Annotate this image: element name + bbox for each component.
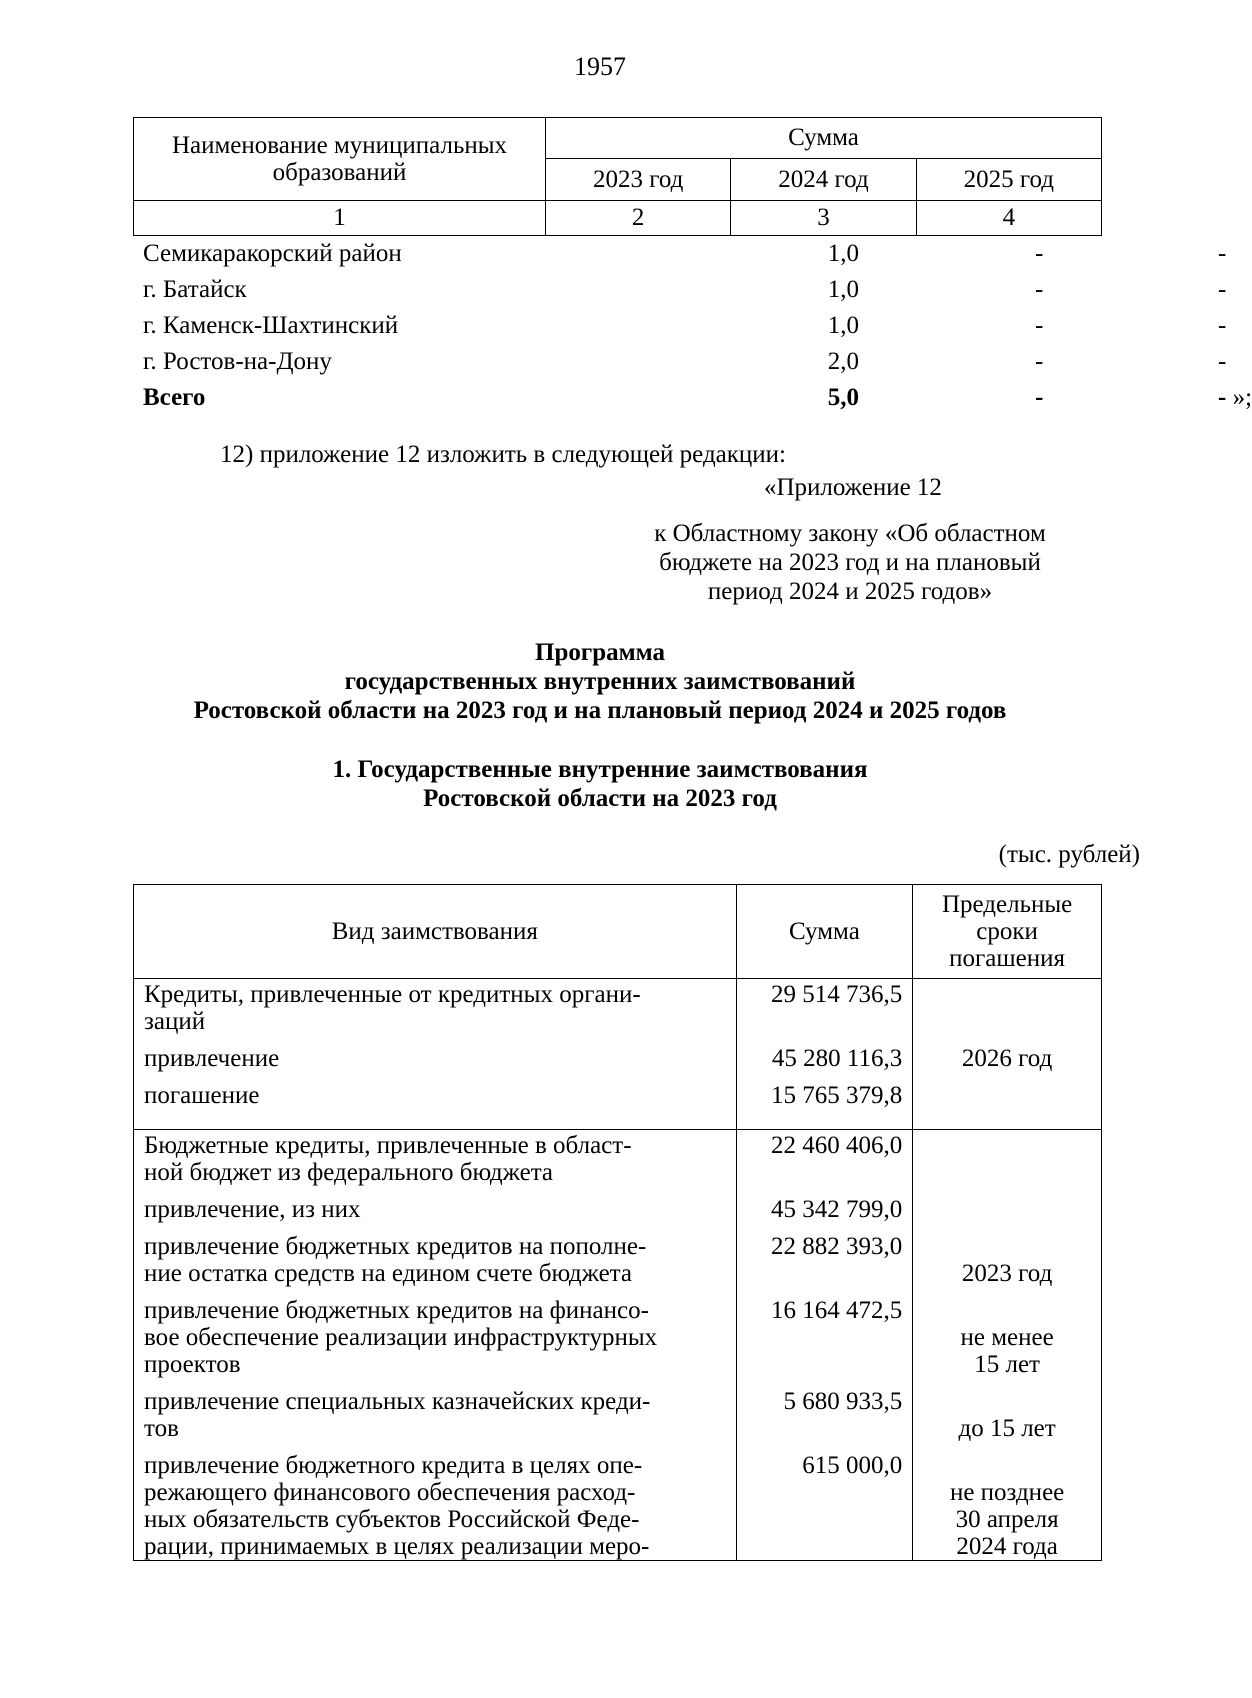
borrow-kind: Бюджетные кредиты, привлеченные в област- ной бюджет из федерального бюджета bbox=[144, 1132, 632, 1186]
borrow-kind: привлечение bbox=[144, 1045, 280, 1072]
col-number: 3 bbox=[731, 201, 916, 236]
term: 2026 год bbox=[961, 1045, 1053, 1072]
value-2023: 2,0 bbox=[827, 348, 859, 375]
value-2025: - bbox=[1218, 276, 1227, 303]
total-2024: - bbox=[1035, 384, 1044, 411]
table-row bbox=[143, 276, 1227, 312]
total-label: Всего bbox=[143, 384, 206, 411]
heading-line: государственных внутренних заимствований bbox=[344, 668, 856, 695]
col-header-name: Наименование муниципальных образований bbox=[134, 118, 546, 201]
borrowings-table bbox=[133, 884, 1102, 1561]
heading-line: Программа bbox=[535, 639, 665, 666]
amount: 15 765 379,8 bbox=[770, 1082, 903, 1109]
municipality-name: г. Батайск bbox=[143, 276, 247, 303]
borrow-kind: погашение bbox=[144, 1082, 260, 1109]
kind-cell bbox=[134, 1130, 737, 1561]
term: 2023 год bbox=[961, 1260, 1053, 1287]
amount: 29 514 736,5 bbox=[770, 981, 903, 1008]
amount: 22 882 393,0 bbox=[770, 1233, 903, 1260]
col-header-2025: 2025 год bbox=[916, 159, 1101, 201]
col-number: 1 bbox=[134, 201, 546, 236]
table-row-block2 bbox=[134, 1130, 1102, 1561]
kind-cell bbox=[134, 979, 737, 1130]
program-heading bbox=[0, 638, 1200, 725]
table-row-block1 bbox=[134, 979, 1102, 1130]
value-2023: 1,0 bbox=[827, 240, 859, 267]
amount-cell bbox=[736, 979, 913, 1130]
header-line: сроки bbox=[976, 918, 1038, 945]
closing-quote: »; bbox=[1226, 384, 1252, 411]
value-2024: - bbox=[1035, 348, 1044, 375]
value-2024: - bbox=[1035, 276, 1044, 303]
amendment-item-12: 12) приложение 12 изложить в следующей редакции: bbox=[220, 441, 786, 468]
col-header-kind: Вид заимствования bbox=[134, 885, 737, 979]
table-row bbox=[143, 348, 1227, 384]
section-heading bbox=[0, 755, 1200, 813]
borrow-kind: Кредиты, привлеченные от кредитных органи- заций bbox=[144, 981, 641, 1035]
total-2025: - »; bbox=[1218, 384, 1252, 411]
amount: 615 000,0 bbox=[802, 1452, 903, 1479]
term-cell bbox=[913, 979, 1102, 1130]
value-2025: - bbox=[1218, 312, 1227, 339]
total-row bbox=[143, 384, 1252, 420]
term-cell bbox=[913, 1130, 1102, 1561]
amount: 45 280 116,3 bbox=[771, 1045, 903, 1072]
municipality-name: Семикаракорский район bbox=[143, 240, 402, 267]
col-header-terms bbox=[913, 885, 1102, 979]
value-2024: - bbox=[1035, 240, 1044, 267]
value-2025: - bbox=[1218, 348, 1227, 375]
ref-line: бюджете на 2023 год и на плановый bbox=[659, 549, 1041, 576]
page-number: 1957 bbox=[574, 52, 626, 81]
amount: 5 680 933,5 bbox=[783, 1388, 903, 1415]
ref-line: период 2024 и 2025 годов» bbox=[707, 578, 993, 605]
amount: 45 342 799,0 bbox=[770, 1196, 903, 1223]
appendix-reference bbox=[610, 519, 1090, 606]
value-2023: 1,0 bbox=[827, 276, 859, 303]
col-header-2024: 2024 год bbox=[731, 159, 916, 201]
municipality-name: г. Ростов-на-Дону bbox=[143, 348, 332, 375]
col-header-sum: Сумма bbox=[736, 885, 913, 979]
value-2023: 1,0 bbox=[827, 312, 859, 339]
value-2024: - bbox=[1035, 312, 1044, 339]
amount-cell bbox=[736, 1130, 913, 1561]
header-line: Предельные bbox=[941, 891, 1073, 918]
table-row bbox=[143, 312, 1227, 348]
borrow-kind: привлечение, из них bbox=[144, 1196, 361, 1223]
amount: 22 460 406,0 bbox=[770, 1132, 903, 1159]
term: не менее 15 лет bbox=[960, 1324, 1054, 1378]
col-number: 2 bbox=[546, 201, 731, 236]
borrow-kind: привлечение бюджетного кредита в целях опе- режающего финансового обеспечения расход- ных обязательств субъектов Российской Феде- рации, принимаемых в целях реализации меро- bbox=[144, 1452, 650, 1560]
table-row bbox=[143, 240, 1227, 276]
heading-line: Ростовской области на 2023 год и на плановый период 2024 и 2025 годов bbox=[193, 697, 1007, 724]
value-2025: - bbox=[1218, 240, 1227, 267]
municipality-name: г. Каменск-Шахтинский bbox=[143, 312, 399, 339]
heading-line: Ростовской области на 2023 год bbox=[423, 785, 777, 812]
header-line: погашения bbox=[949, 945, 1066, 972]
amount: 16 164 472,5 bbox=[770, 1297, 903, 1324]
term: не позднее 30 апреля 2024 года bbox=[949, 1479, 1065, 1560]
term: до 15 лет bbox=[958, 1415, 1056, 1442]
col-header-sum: Сумма bbox=[546, 118, 1102, 159]
col-header-2023: 2023 год bbox=[546, 159, 731, 201]
borrow-kind: привлечение бюджетных кредитов на финансо- вое обеспечение реализации инфраструктурных проектов bbox=[144, 1297, 658, 1378]
col-number: 4 bbox=[916, 201, 1101, 236]
heading-line: 1. Государственные внутренние заимствования bbox=[332, 756, 868, 783]
borrow-kind: привлечение бюджетных кредитов на пополне- ние остатка средств на едином счете бюджета bbox=[144, 1233, 647, 1287]
total-2023: 5,0 bbox=[827, 384, 859, 411]
ref-line: к Областному закону «Об областном bbox=[654, 520, 1046, 547]
appendix-title: «Приложение 12 bbox=[764, 474, 942, 501]
units-label: (тыс. рублей) bbox=[998, 841, 1140, 868]
borrow-kind: привлечение специальных казначейских креди- тов bbox=[144, 1388, 651, 1442]
municipal-table-header bbox=[133, 117, 1102, 236]
